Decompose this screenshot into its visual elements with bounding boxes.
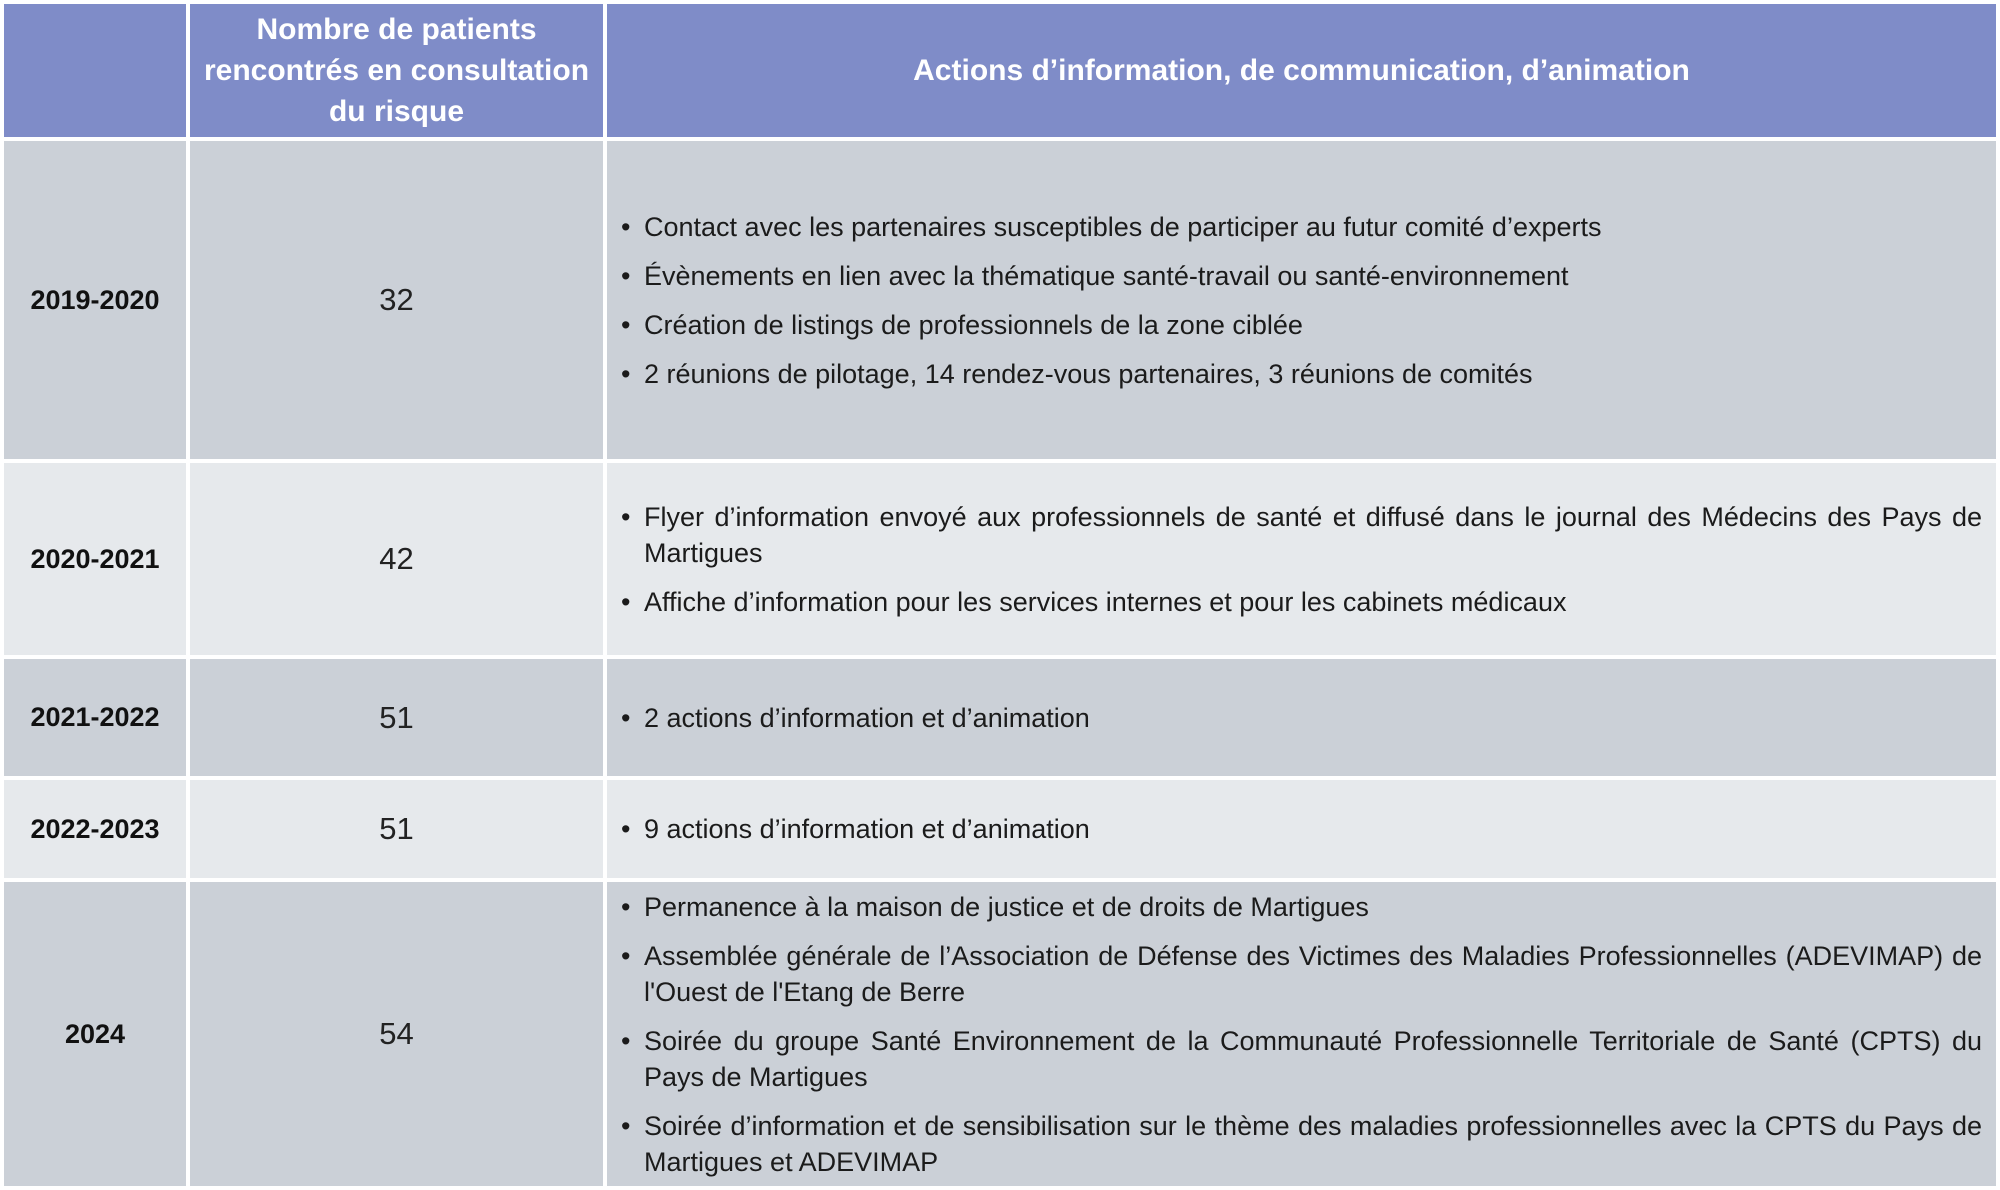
list-item: [619, 811, 1982, 847]
list-item: [619, 938, 1982, 1010]
actions-cell: [607, 659, 1996, 776]
table-row: [4, 141, 1996, 459]
header-patients: Nombre de patients rencontrés en consultation du risque: [190, 4, 603, 137]
action-text: Assemblée générale de l’Association de Défense des Victimes des Maladies Professionnelles (ADEVIMAP) de l'Ouest de l'Etang de Berre: [644, 940, 1982, 1007]
actions-cell: [607, 463, 1996, 655]
year-cell: 2022-2023: [4, 780, 186, 878]
year-cell: 2020-2021: [4, 463, 186, 655]
action-text: Affiche d’information pour les services internes et pour les cabinets médicaux: [644, 586, 1567, 617]
actions-list: [619, 700, 1982, 736]
patient-count-cell: 51: [190, 780, 603, 878]
actions-list: [619, 811, 1982, 847]
action-text: Création de listings de professionnels de la zone ciblée: [644, 309, 1303, 340]
bullet-icon: •: [621, 891, 631, 922]
table-row: [4, 882, 1996, 1186]
bullet-icon: •: [621, 211, 631, 242]
action-text: Soirée d’information et de sensibilisation sur le thème des maladies professionnelles avec la CPTS du Pays de Martigues et ADEVIMAP: [644, 1110, 1982, 1177]
action-text: 9 actions d’information et d’animation: [644, 814, 1090, 844]
actions-list: [619, 889, 1982, 1180]
actions-list: [619, 499, 1982, 620]
year-cell: 2019-2020: [4, 141, 186, 459]
bullet-icon: •: [621, 309, 631, 340]
table-row: [4, 780, 1996, 878]
year-cell: 2021-2022: [4, 659, 186, 776]
table-row: [4, 659, 1996, 776]
bullet-icon: •: [621, 702, 631, 733]
patient-count-cell: 42: [190, 463, 603, 655]
bullet-icon: •: [621, 260, 631, 291]
patient-count-cell: 32: [190, 141, 603, 459]
list-item: [619, 700, 1982, 736]
actions-list: [619, 209, 1982, 392]
patient-count-cell: 54: [190, 882, 603, 1186]
action-text: Évènements en lien avec la thématique santé-travail ou santé-environnement: [644, 260, 1569, 291]
action-text: 2 réunions de pilotage, 14 rendez-vous partenaires, 3 réunions de comités: [644, 358, 1533, 389]
list-item: [619, 889, 1982, 925]
bullet-icon: •: [621, 940, 631, 971]
list-item: [619, 499, 1982, 571]
header-row: [4, 4, 1996, 137]
patient-count-cell: 51: [190, 659, 603, 776]
action-text: Permanence à la maison de justice et de droits de Martigues: [644, 891, 1369, 922]
list-item: [619, 307, 1982, 343]
list-item: [619, 1023, 1982, 1095]
actions-cell: [607, 141, 1996, 459]
list-item: [619, 258, 1982, 294]
action-text: 2 actions d’information et d’animation: [644, 702, 1090, 733]
list-item: [619, 356, 1982, 392]
year-cell: 2024: [4, 882, 186, 1186]
bullet-icon: •: [621, 358, 631, 389]
header-actions: Actions d’information, de communication, d’animation: [607, 4, 1996, 137]
bullet-icon: •: [621, 586, 631, 617]
action-text: Flyer d’information envoyé aux professionnels de santé et diffusé dans le journal des Médecins des Pays de Martigues: [644, 501, 1982, 568]
bullet-icon: •: [621, 1110, 631, 1141]
bullet-icon: •: [621, 501, 631, 532]
bullet-icon: •: [621, 1025, 631, 1056]
list-item: [619, 1108, 1982, 1180]
table-row: [4, 463, 1996, 655]
action-text: Soirée du groupe Santé Environnement de la Communauté Professionnelle Territoriale de Santé (CPTS) du Pays de Martigues: [644, 1025, 1982, 1092]
actions-cell: [607, 882, 1996, 1186]
list-item: [619, 209, 1982, 245]
action-text: Contact avec les partenaires susceptibles de participer au futur comité d’experts: [644, 211, 1602, 242]
bullet-icon: •: [621, 814, 631, 844]
actions-cell: [607, 780, 1996, 878]
header-year: [4, 4, 186, 137]
list-item: [619, 584, 1982, 620]
